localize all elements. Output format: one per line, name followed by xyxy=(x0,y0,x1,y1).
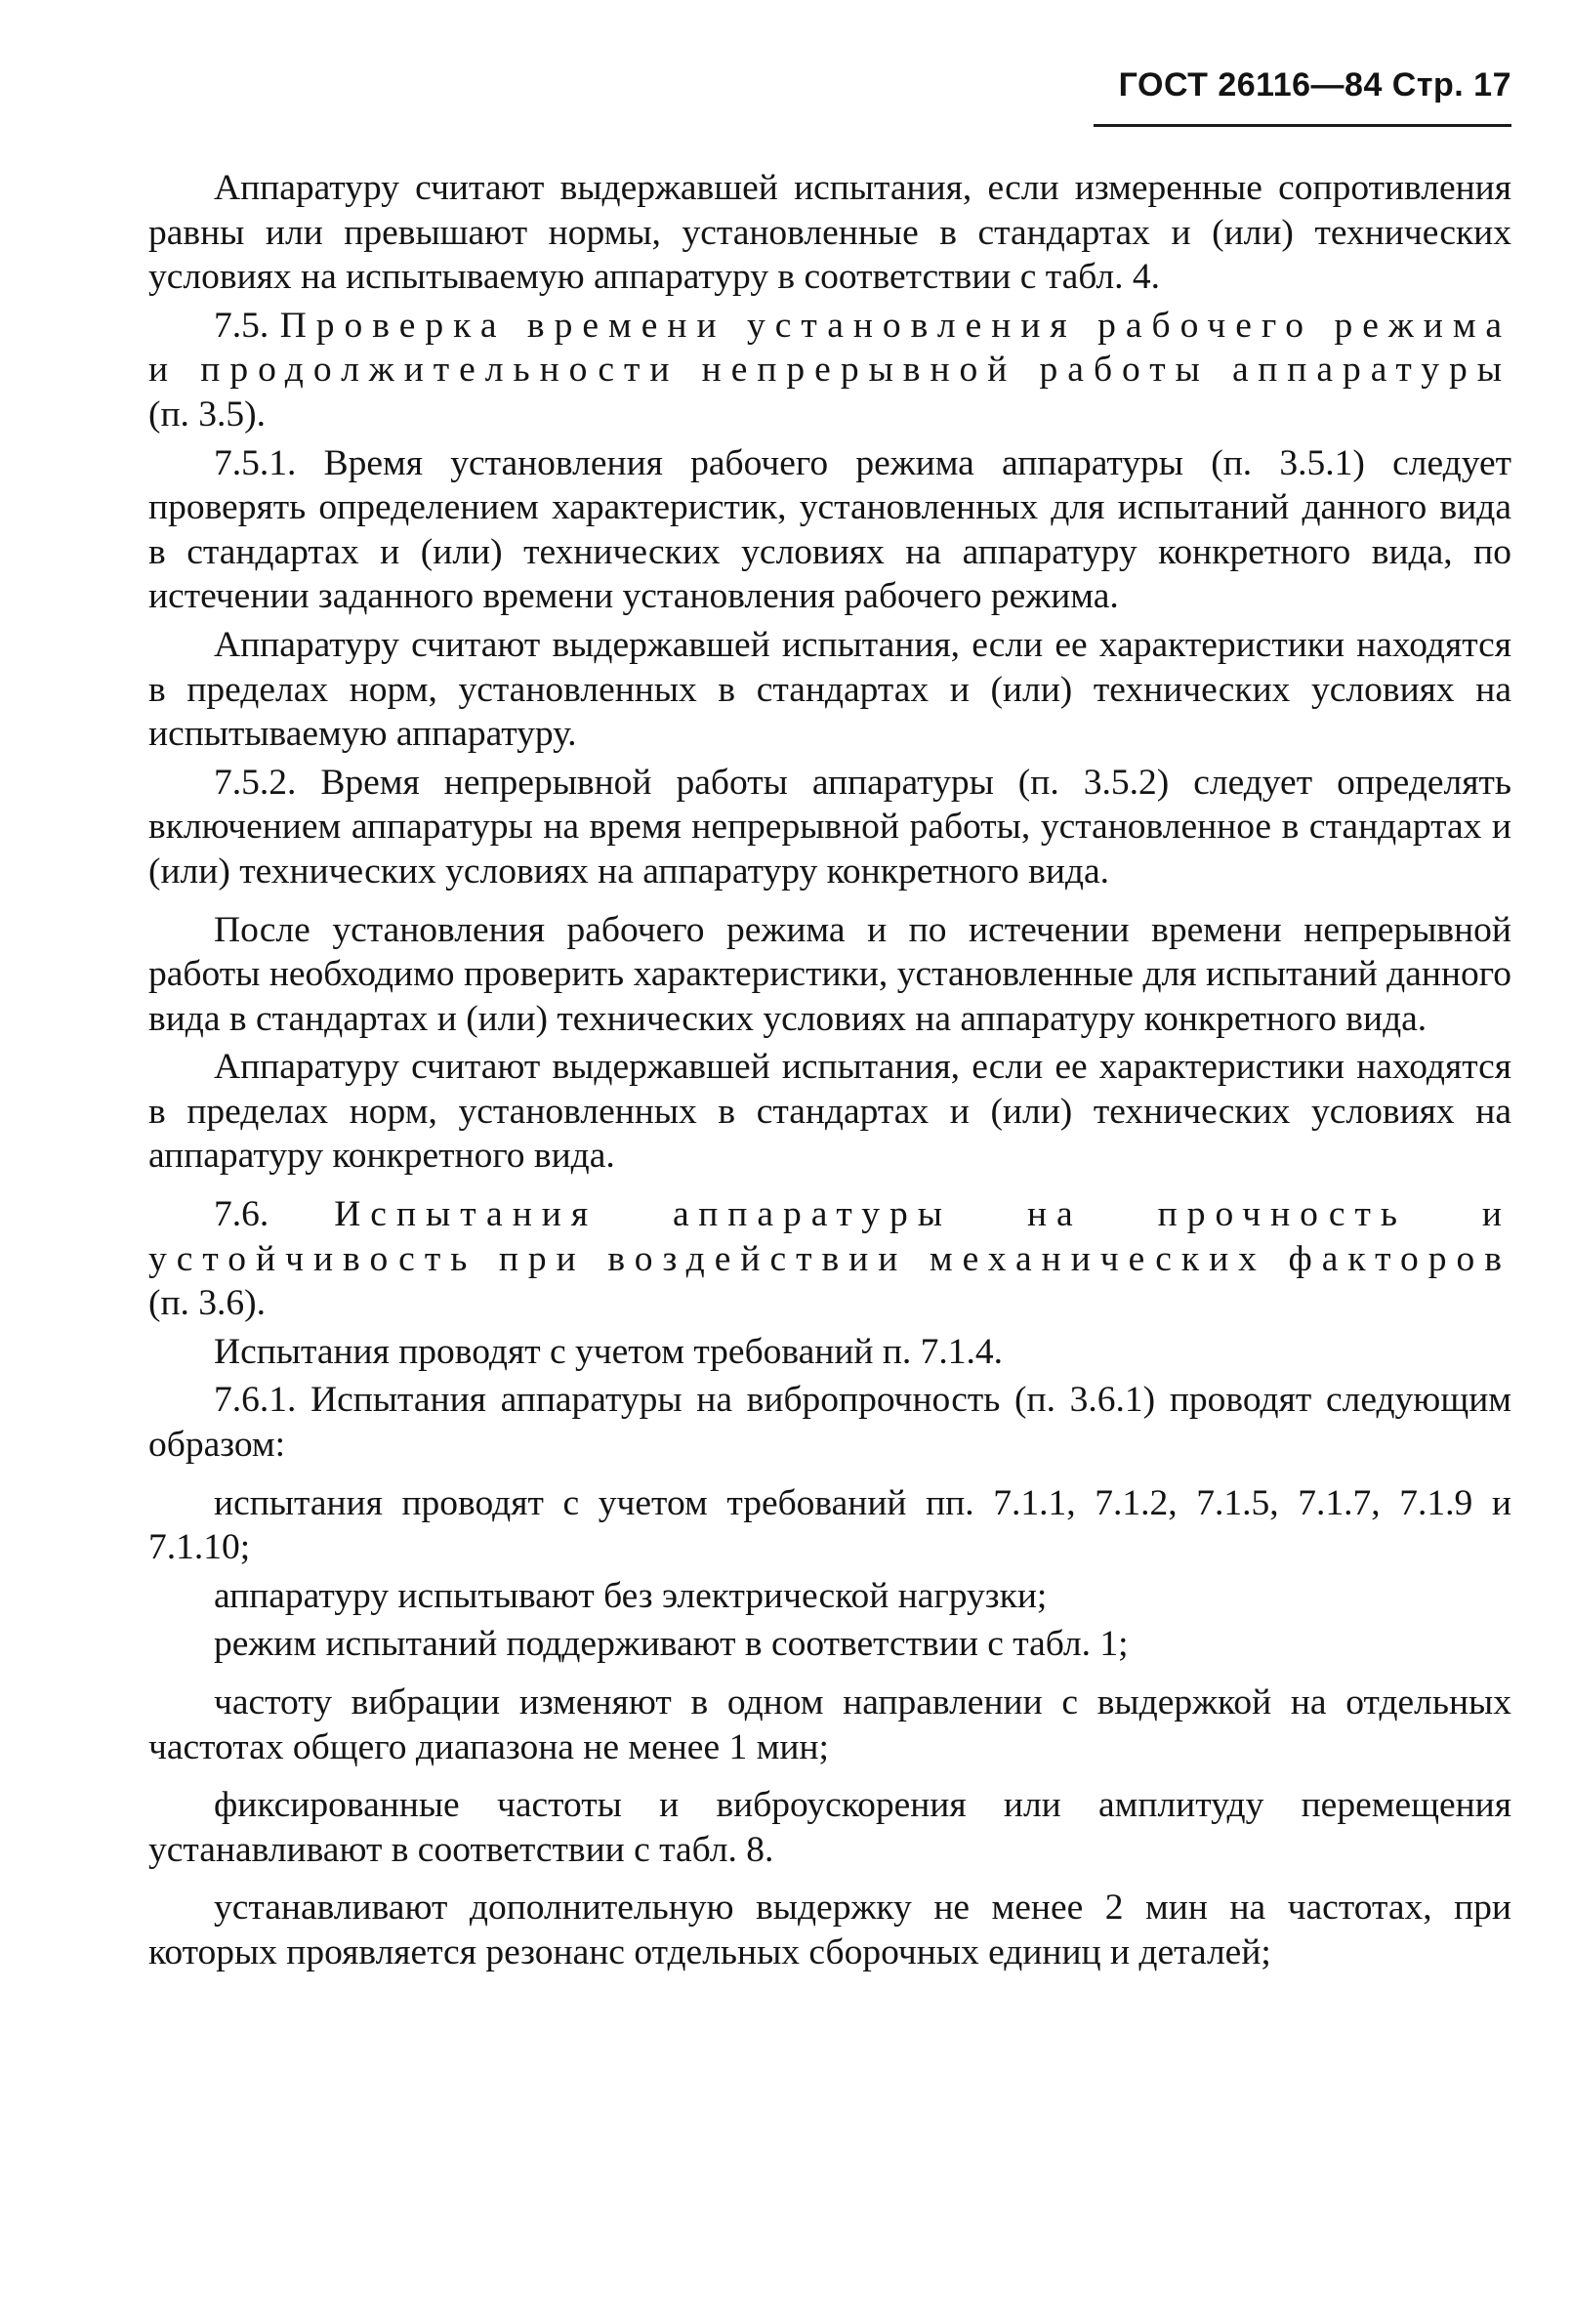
section-title: Испытания аппаратуры на прочность и устойчивость при воздействии механических факторов xyxy=(148,1194,1512,1279)
list-item: фиксированные частоты и виброускорения или амплитуду перемещения устанавливают в соответствии с табл. 8. xyxy=(148,1785,1511,1870)
list-item: аппаратуру испытывают без электрической нагрузки; xyxy=(214,1575,1048,1616)
section-reference: (п. 3.5). xyxy=(148,394,267,435)
paragraph: После установления рабочего режима и по истечении времени непрерывной работы необходимо проверить характеристики, установленные для испытаний данного вида в стандартах и (или) технических условиях на аппаратуру конкретного вида. xyxy=(148,909,1511,1039)
list-item: режим испытаний поддерживают в соответствии с табл. 1; xyxy=(214,1624,1129,1665)
list-item: частоту вибрации изменяют в одном направлении с выдержкой на отдельных частотах общего диапазона не менее 1 мин; xyxy=(148,1682,1511,1767)
section-heading-7-6 xyxy=(148,1192,1511,1326)
list-item: устанавливают дополнительную выдержку не менее 2 мин на частотах, при которых проявляется резонанс отдельных сборочных единиц и деталей; xyxy=(148,1888,1511,1972)
page-header: ГОСТ 26116—84 Стр. 17 xyxy=(1118,66,1511,104)
paragraph: 7.5.2. Время непрерывной работы аппаратуры (п. 3.5.2) следует определять включением аппаратуры на время непрерывной работы, установленное в стандартах и (или) технических условиях на аппаратуру конкретного вида. xyxy=(148,762,1511,892)
paragraph: Аппаратуру считают выдержавшей испытания, если ее характеристики находятся в пределах норм, установленных в стандартах и (или) технических условиях на аппаратуру конкретного вида. xyxy=(148,1047,1511,1177)
paragraph: Аппаратуру считают выдержавшей испытания, если ее характеристики находятся в пределах норм, установленных в стандартах и (или) технических условиях на испытываемую аппаратуру. xyxy=(148,624,1511,755)
list-item: испытания проводят с учетом требований пп. 7.1.1, 7.1.2, 7.1.5, 7.1.7, 7.1.9 и 7.1.10; xyxy=(148,1482,1511,1568)
paragraph: Аппаратуру считают выдержавшей испытания, если измеренные сопротивления равны или превышают нормы, установленные в стандартах и (или) технических условиях на испытываемую аппаратуру в соответствии с табл. 4. xyxy=(148,168,1511,298)
section-number: 7.5. xyxy=(214,305,269,346)
header-rule xyxy=(1094,124,1511,127)
paragraph: 7.6.1. Испытания аппаратуры на вибропрочность (п. 3.6.1) проводят следующим образом: xyxy=(148,1380,1511,1466)
paragraph: Испытания проводят с учетом требований п. 7.1.4. xyxy=(214,1331,1004,1372)
paragraph: 7.5.1. Время установления рабочего режима аппаратуры (п. 3.5.1) следует проверять определением характеристик, установленных для испытаний данного вида в стандартах и (или) технических условиях на аппаратуру конкретного вида, по истечении заданного времени установления рабочего режима. xyxy=(148,442,1511,617)
section-heading-7-5 xyxy=(148,304,1511,437)
document-body xyxy=(148,166,1511,1975)
section-reference: (п. 3.6). xyxy=(148,1283,267,1324)
section-number: 7.6. xyxy=(214,1194,269,1235)
section-title: Проверка времени установления рабочего режима и продолжительности непрерывной работы аппаратуры xyxy=(148,305,1511,391)
